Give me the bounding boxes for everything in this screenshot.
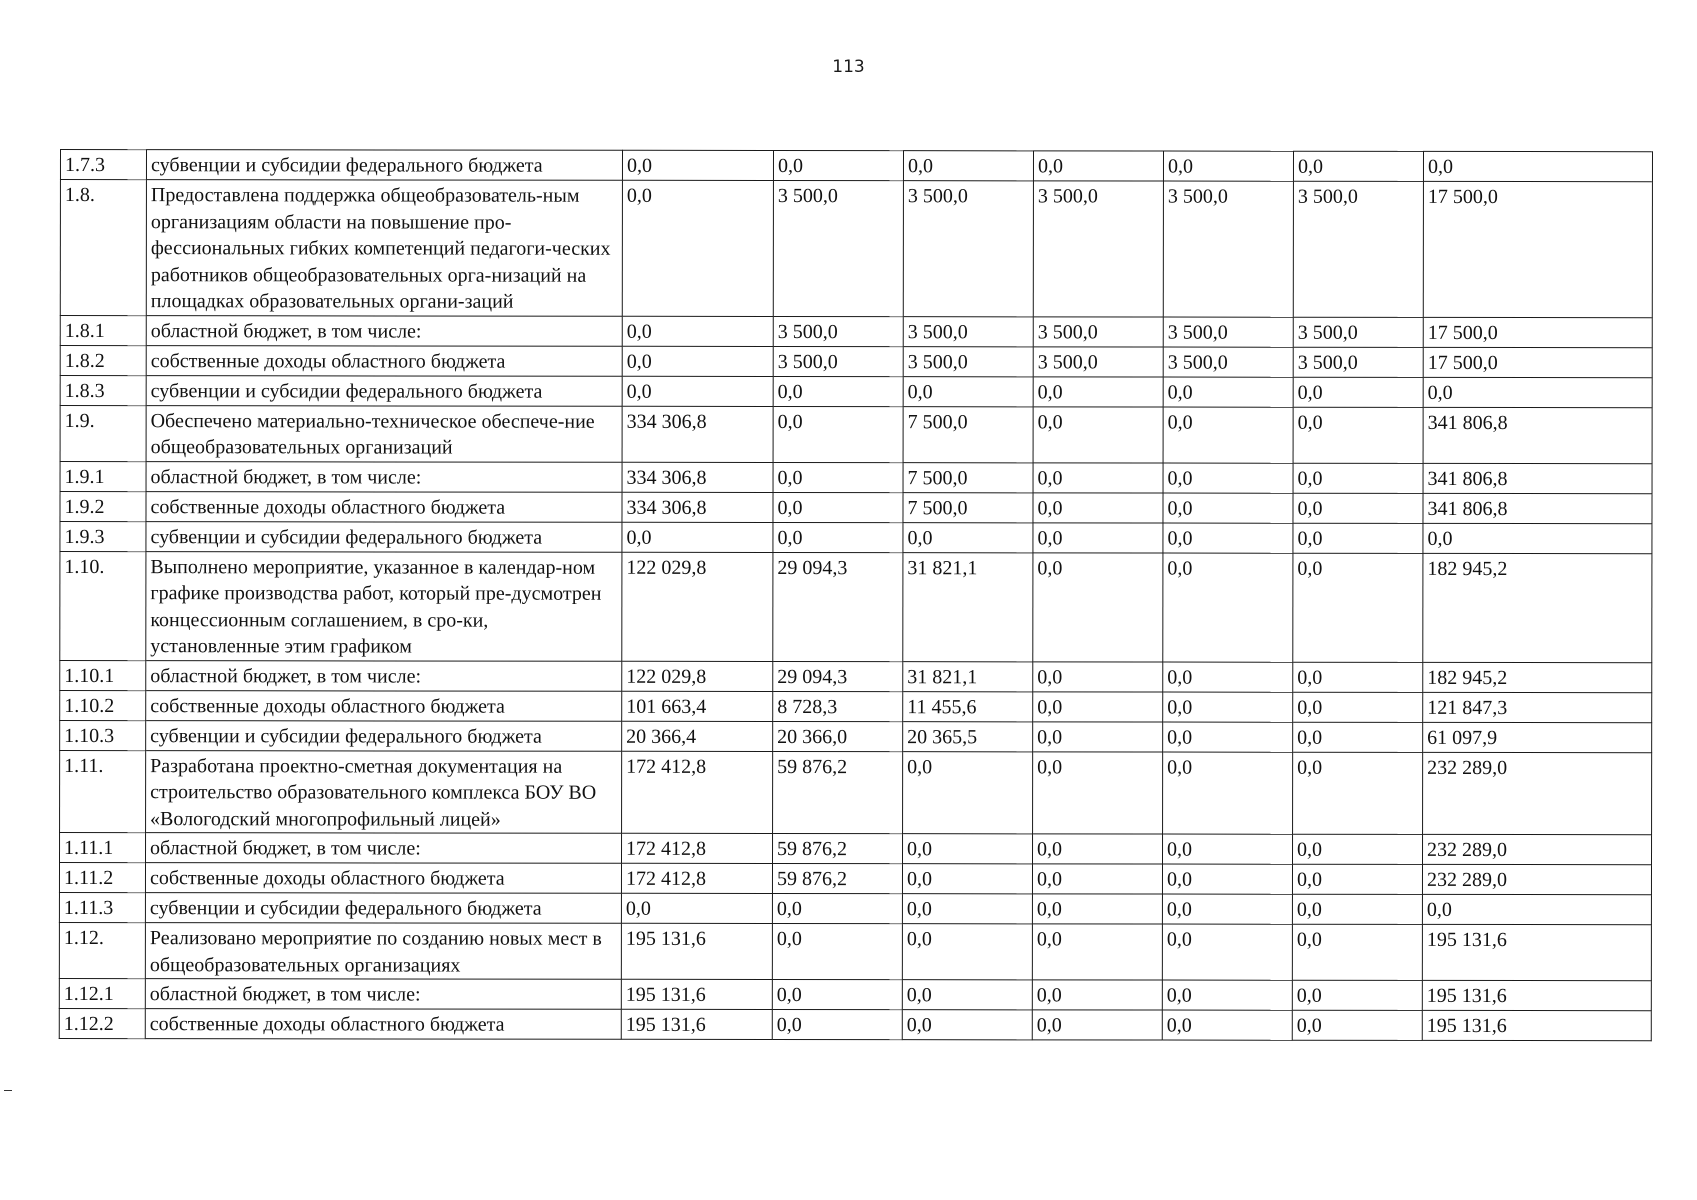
amount-cell: 3 500,0 [903,346,1033,376]
amount-cell: 0,0 [1163,834,1293,864]
total-cell: 17 500,0 [1423,181,1652,317]
amount-cell: 195 131,6 [621,1009,772,1039]
amount-cell: 0,0 [1032,894,1162,924]
amount-cell: 3 500,0 [1293,347,1423,377]
description-cell: областной бюджет, в том числе: [146,660,622,691]
table-row [59,863,1651,895]
total-cell: 0,0 [1423,377,1652,407]
amount-cell: 195 131,6 [621,923,772,979]
description-cell: Выполнено мероприятие, указанное в календар-ном графике производства работ, который пре-дусмотрен концессионным соглашением, в сро-ки, установленные этим графиком [146,551,622,661]
table-row [60,150,1652,182]
table-row [60,491,1652,523]
table-row [60,833,1652,865]
row-number-cell: 1.12.2 [59,1008,145,1038]
amount-cell: 0,0 [621,893,772,923]
amount-cell: 0,0 [1163,722,1293,752]
amount-cell: 3 500,0 [1163,317,1293,347]
amount-cell: 0,0 [902,924,1032,980]
amount-cell: 0,0 [1033,552,1163,661]
amount-cell: 0,0 [1163,553,1293,662]
amount-cell: 3 500,0 [1033,316,1163,346]
total-cell: 341 806,8 [1423,463,1652,493]
total-cell: 182 945,2 [1423,662,1652,692]
amount-cell: 3 500,0 [1033,181,1163,317]
description-cell: собственные доходы областного бюджета [146,345,622,376]
description-cell: субвенции и субсидии федерального бюджета [145,893,621,924]
amount-cell: 0,0 [902,980,1032,1010]
amount-cell: 0,0 [1163,752,1293,835]
table-row [60,345,1652,377]
amount-cell: 0,0 [1163,463,1293,493]
table-row [59,1008,1651,1040]
amount-cell: 0,0 [1163,407,1293,463]
amount-cell: 334 306,8 [622,462,773,492]
total-cell: 0,0 [1423,523,1652,553]
amount-cell: 0,0 [1293,662,1423,692]
row-number-cell: 1.8.1 [60,315,146,345]
description-cell: Реализовано мероприятие по созданию новых мест в общеобразовательных организациях [145,923,621,980]
amount-cell: 0,0 [1033,691,1163,721]
amount-cell: 0,0 [1163,493,1293,523]
row-number-cell: 1.11.2 [59,863,145,893]
total-cell: 17 500,0 [1423,317,1652,347]
amount-cell: 0,0 [1293,553,1423,662]
amount-cell: 20 366,0 [773,721,903,751]
row-number-cell: 1.10. [60,551,146,660]
amount-cell: 0,0 [903,834,1033,864]
row-number-cell: 1.9.3 [60,521,146,551]
amount-cell: 3 500,0 [773,180,903,316]
description-cell: областной бюджет, в том числе: [146,315,622,346]
total-cell: 232 289,0 [1422,864,1651,894]
amount-cell: 3 500,0 [773,316,903,346]
row-number-cell: 1.10.3 [60,720,146,750]
amount-cell: 0,0 [1292,894,1422,924]
amount-cell: 0,0 [1292,864,1422,894]
amount-cell: 3 500,0 [903,316,1033,346]
amount-cell: 0,0 [1033,492,1163,522]
amount-cell: 3 500,0 [773,346,903,376]
row-number-cell: 1.9.1 [60,461,146,491]
description-cell: областной бюджет, в том числе: [146,461,622,492]
table-row [60,660,1652,692]
amount-cell: 3 500,0 [1033,346,1163,376]
amount-cell: 0,0 [1033,721,1163,751]
amount-cell: 0,0 [902,864,1032,894]
amount-cell: 59 876,2 [773,833,903,863]
table-row [60,315,1652,347]
table-row [60,720,1652,752]
amount-cell: 0,0 [622,180,773,316]
total-cell: 341 806,8 [1423,493,1652,523]
amount-cell: 0,0 [903,522,1033,552]
amount-cell: 0,0 [903,376,1033,406]
row-number-cell: 1.8.2 [60,345,146,375]
amount-cell: 0,0 [1293,493,1423,523]
amount-cell: 0,0 [622,376,773,406]
amount-cell: 0,0 [1163,692,1293,722]
row-number-cell: 1.10.1 [60,660,146,690]
total-cell: 17 500,0 [1423,347,1652,377]
table-row [60,521,1652,553]
amount-cell: 0,0 [1293,523,1423,553]
amount-cell: 0,0 [1162,980,1292,1010]
total-cell: 121 847,3 [1423,692,1652,722]
amount-cell: 3 500,0 [1293,317,1423,347]
description-cell: Обеспечено материально-техническое обеспече-ние общеобразовательных организаций [146,405,622,462]
amount-cell: 195 131,6 [621,979,772,1009]
amount-cell: 0,0 [903,751,1033,834]
amount-cell: 0,0 [1293,834,1423,864]
amount-cell: 0,0 [773,492,903,522]
amount-cell: 0,0 [902,894,1032,924]
amount-cell: 0,0 [902,1010,1032,1040]
amount-cell: 0,0 [773,462,903,492]
amount-cell: 0,0 [1032,924,1162,980]
amount-cell: 0,0 [903,151,1033,181]
amount-cell: 0,0 [1032,980,1162,1010]
budget-table [59,149,1653,1041]
amount-cell: 3 500,0 [903,181,1033,317]
description-cell: Предоставлена поддержка общеобразователь-ным организациям области на повышение про-фессиональных гибких компетенций педагоги-ческих работников общеобразовательных орга-низаций на площадках образовательных органи-заций [146,180,622,316]
description-cell: субвенции и субсидии федерального бюджета [146,521,622,552]
row-number-cell: 1.12.1 [59,978,145,1008]
amount-cell: 0,0 [1292,924,1422,980]
row-number-cell: 1.9.2 [60,491,146,521]
amount-cell: 0,0 [773,406,903,462]
amount-cell: 0,0 [1293,407,1423,463]
amount-cell: 172 412,8 [622,751,773,834]
table-row [59,922,1651,980]
table-row [59,893,1651,925]
amount-cell: 0,0 [1163,151,1293,181]
table-row [59,978,1651,1010]
amount-cell: 0,0 [1293,463,1423,493]
description-cell: областной бюджет, в том числе: [146,833,622,864]
description-cell: субвенции и субсидии федерального бюджета [146,150,622,181]
amount-cell: 0,0 [1033,376,1163,406]
amount-cell: 0,0 [772,893,902,923]
amount-cell: 59 876,2 [772,863,902,893]
amount-cell: 20 365,5 [903,721,1033,751]
amount-cell: 0,0 [1162,894,1292,924]
amount-cell: 7 500,0 [903,492,1033,522]
amount-cell: 0,0 [1162,864,1292,894]
amount-cell: 20 366,4 [622,721,773,751]
amount-cell: 0,0 [1162,924,1292,980]
total-cell: 61 097,9 [1423,722,1652,752]
amount-cell: 29 094,3 [773,552,903,661]
amount-cell: 0,0 [1293,692,1423,722]
row-number-cell: 1.8. [60,180,146,316]
total-cell: 195 131,6 [1422,1010,1651,1040]
amount-cell: 0,0 [772,1009,902,1039]
table-row [60,750,1652,835]
description-cell: областной бюджет, в том числе: [145,979,621,1010]
amount-cell: 0,0 [1163,523,1293,553]
amount-cell: 8 728,3 [773,691,903,721]
description-cell: субвенции и субсидии федерального бюджета [146,375,622,406]
table-row [60,180,1652,318]
amount-cell: 0,0 [773,522,903,552]
description-cell: собственные доходы областного бюджета [146,690,622,721]
amount-cell: 172 412,8 [621,863,772,893]
total-cell: 232 289,0 [1423,752,1652,835]
row-number-cell: 1.9. [60,405,146,461]
row-number-cell: 1.10.2 [60,690,146,720]
amount-cell: 0,0 [1033,462,1163,492]
description-cell: субвенции и субсидии федерального бюджета [146,720,622,751]
amount-cell: 0,0 [1033,661,1163,691]
amount-cell: 3 500,0 [1163,347,1293,377]
amount-cell: 0,0 [1163,377,1293,407]
amount-cell: 31 821,1 [903,552,1033,661]
amount-cell: 0,0 [1033,406,1163,462]
amount-cell: 0,0 [1293,722,1423,752]
amount-cell: 0,0 [622,316,773,346]
amount-cell: 0,0 [1293,151,1423,181]
amount-cell: 334 306,8 [622,406,773,462]
amount-cell: 59 876,2 [773,751,903,834]
amount-cell: 334 306,8 [622,492,773,522]
description-cell: собственные доходы областного бюджета [145,863,621,894]
amount-cell: 172 412,8 [622,833,773,863]
amount-cell: 0,0 [773,376,903,406]
total-cell: 0,0 [1422,894,1651,924]
description-cell: собственные доходы областного бюджета [146,491,622,522]
amount-cell: 7 500,0 [903,406,1033,462]
total-cell: 182 945,2 [1423,553,1652,662]
total-cell: 0,0 [1423,151,1652,181]
table-row [60,461,1652,493]
table-row [60,551,1652,662]
row-number-cell: 1.12. [59,922,145,978]
amount-cell: 0,0 [1032,864,1162,894]
description-cell: Разработана проектно-сметная документация на строительство образовательного комплекса БОУ ВО «Вологодский многопрофильный лицей» [146,750,622,833]
total-cell: 195 131,6 [1422,924,1651,980]
amount-cell: 0,0 [1032,1010,1162,1040]
row-number-cell: 1.7.3 [60,150,146,180]
page-number: 113 [832,57,865,77]
amount-cell: 29 094,3 [773,661,903,691]
amount-cell: 0,0 [1293,377,1423,407]
amount-cell: 0,0 [622,346,773,376]
amount-cell: 7 500,0 [903,462,1033,492]
amount-cell: 0,0 [772,979,902,1009]
amount-cell: 0,0 [1163,662,1293,692]
amount-cell: 31 821,1 [903,661,1033,691]
amount-cell: 0,0 [622,522,773,552]
table-row [60,690,1652,722]
amount-cell: 0,0 [1162,1010,1292,1040]
description-cell: собственные доходы областного бюджета [145,1009,621,1040]
amount-cell: 122 029,8 [622,661,773,691]
amount-cell: 0,0 [1292,980,1422,1010]
amount-cell: 3 500,0 [1163,181,1293,317]
amount-cell: 101 663,4 [622,691,773,721]
amount-cell: 0,0 [773,150,903,180]
row-number-cell: 1.11.1 [60,833,146,863]
row-number-cell: 1.11. [60,750,146,833]
total-cell: 195 131,6 [1422,980,1651,1010]
amount-cell: 0,0 [1033,522,1163,552]
row-number-cell: 1.11.3 [59,893,145,923]
margin-mark [4,1090,12,1091]
amount-cell: 0,0 [1033,151,1163,181]
table-row [60,405,1652,463]
amount-cell: 11 455,6 [903,691,1033,721]
amount-cell: 3 500,0 [1293,181,1423,317]
total-cell: 341 806,8 [1423,407,1652,463]
amount-cell: 0,0 [1292,1010,1422,1040]
amount-cell: 0,0 [1033,751,1163,834]
amount-cell: 0,0 [772,923,902,979]
total-cell: 232 289,0 [1423,834,1652,864]
amount-cell: 122 029,8 [622,552,773,661]
row-number-cell: 1.8.3 [60,375,146,405]
amount-cell: 0,0 [1033,834,1163,864]
amount-cell: 0,0 [622,150,773,180]
amount-cell: 0,0 [1293,752,1423,835]
table-row [60,375,1652,407]
